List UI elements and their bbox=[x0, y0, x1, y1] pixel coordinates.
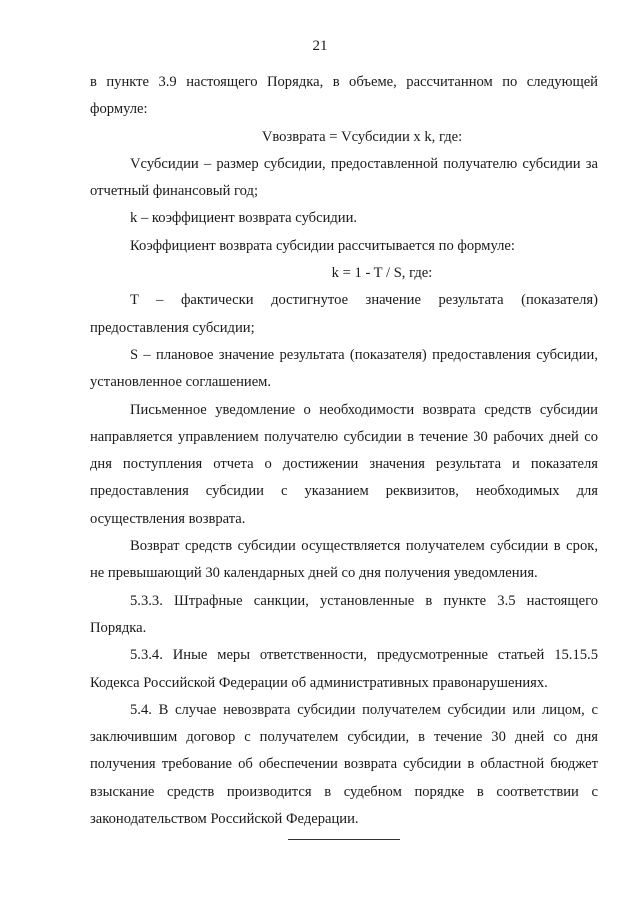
paragraph-5-3-3: 5.3.3. Штрафные санкции, установленные в пункте 3.5 настоящего Порядка. bbox=[90, 592, 598, 636]
paragraph-continuation: в пункте 3.9 настоящего Порядка, в объеме, рассчитанном по следующей формуле: bbox=[90, 74, 598, 118]
paragraph-k-definition: k – коэффициент возврата субсидии. bbox=[130, 210, 358, 227]
paragraph-s-definition: S – плановое значение результата (показателя) предоставления субсидии, установленное соглашением. bbox=[90, 346, 598, 391]
paragraph-v-subsidy-definition: Vсубсидии – размер субсидии, предоставленной получателю субсидии за отчетный финансовый год; bbox=[90, 155, 598, 200]
paragraph-5-3-4: 5.3.4. Иные меры ответственности, предусмотренные статьей 15.15.5 Кодекса Российской Федерации об административных правонарушениях. bbox=[90, 647, 598, 691]
page-number: 21 bbox=[312, 38, 328, 54]
paragraph-written-notice: Письменное уведомление о необходимости возврата средств субсидии направляется управлением получателю субсидии в течение 30 рабочих дней со дня поступления отчета о достижении значения результата и показателя предоставления субсидии с указанием реквизитов, необходимых для осуществления возврата. bbox=[90, 401, 598, 527]
document-body bbox=[90, 69, 598, 833]
paragraph-coefficient-intro: Коэффициент возврата субсидии рассчитывается по формуле: bbox=[130, 237, 515, 254]
paragraph-5-4: 5.4. В случае невозврата субсидии получателем субсидии или лицом, с заключившим договор с получателем субсидии, в течение 30 дней со дня получения требование об обеспечении возврата субсидии в областной бюджет взыскание средств производится в судебном порядке в соответствии с законодательством Российской Федерации. bbox=[90, 701, 598, 828]
footer-divider-line bbox=[288, 839, 400, 840]
formula-coefficient: k = 1 - T / S, где: bbox=[331, 265, 433, 282]
paragraph-return-deadline: Возврат средств субсидии осуществляется получателем субсидии в срок, не превышающий 30 календарных дней со дня получения уведомления. bbox=[90, 538, 598, 582]
formula-return-volume: Vвозврата = Vсубсидии x k, где: bbox=[261, 128, 463, 145]
paragraph-t-definition: T – фактически достигнутое значение результата (показателя) предоставления субсидии; bbox=[90, 292, 598, 336]
